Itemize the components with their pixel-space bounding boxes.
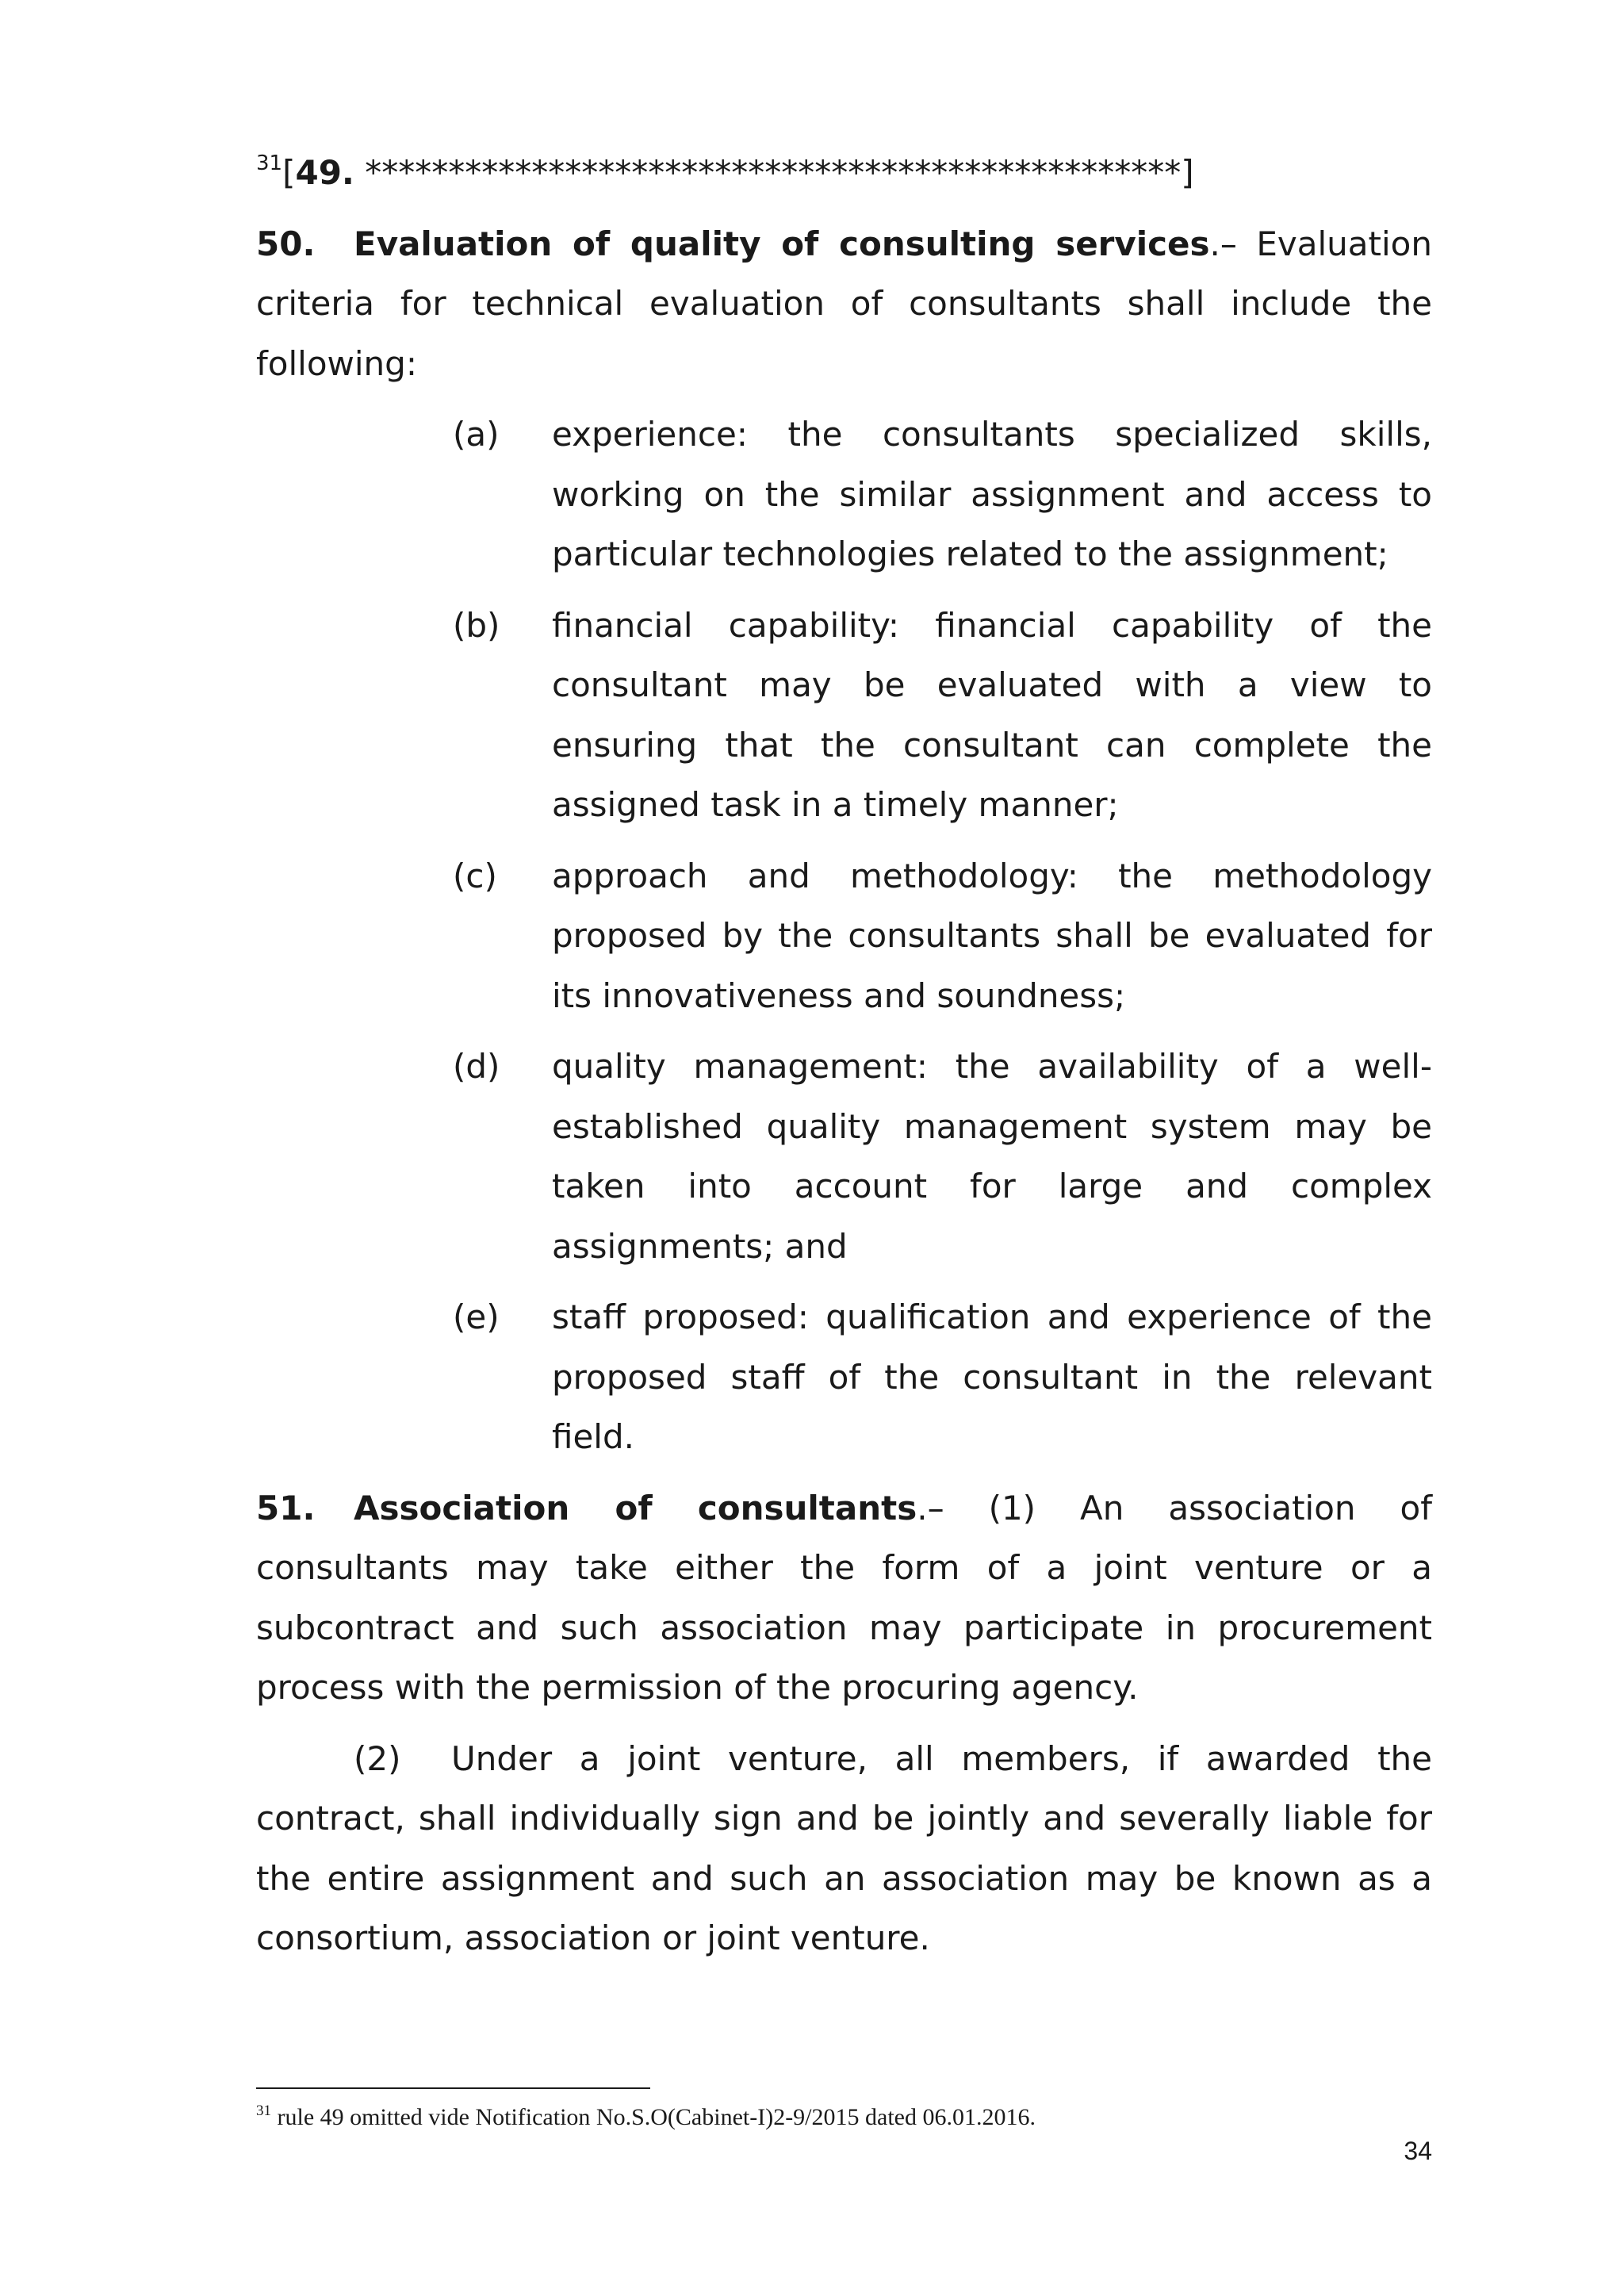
rule-51-subrule-1-text: (1) An association of consultants may take either the form of a joint venture or a subcontract and such association may participate in procurement process with the permission of the procuring agency.: [256, 1488, 1432, 1707]
list-item-label: (d): [453, 1047, 500, 1086]
footnote: [256, 2103, 1432, 2132]
rule-50-heading-suffix: .–: [1209, 224, 1237, 263]
footnote-number: 31: [256, 2102, 271, 2119]
list-item-text: approach and methodology: the methodology proposed by the consultants shall be evaluated for its innovativeness and soundness;: [552, 856, 1432, 1015]
subrule-2-label: (2): [354, 1738, 401, 1778]
rule-49-stars: *************************************************: [354, 153, 1182, 192]
footnote-text: rule 49 omitted vide Notification No.S.O(Cabinet-I)2-9/2015 dated 06.01.2016.: [271, 2104, 1036, 2130]
list-item: [256, 1287, 1432, 1467]
rule-49-omitted: [256, 143, 1432, 203]
footnote-reference[interactable]: 31: [256, 151, 283, 175]
list-item-text: financial capability: financial capability of the consultant may be evaluated with a view to ensuring that the consultant can complete the assigned task in a timely manner;: [552, 605, 1432, 824]
close-bracket: ]: [1181, 153, 1194, 192]
rule-51-number: 51.: [256, 1488, 316, 1527]
rule-50-heading: Evaluation of quality of consulting services: [354, 224, 1210, 263]
document-page: [256, 143, 1432, 1968]
rule-51-subrule-1: [256, 1478, 1432, 1718]
list-item-label: (a): [453, 415, 500, 454]
rule-51-heading-suffix: .–: [917, 1488, 944, 1527]
list-item: [256, 596, 1432, 835]
rule-51-heading: Association of consultants: [354, 1488, 917, 1527]
footnote-separator: [256, 2087, 650, 2089]
list-item: [256, 404, 1432, 585]
list-item-label: (e): [453, 1297, 500, 1336]
rule-51-subrule-2-text: Under a joint venture, all members, if awarded the contract, shall individually sign and be jointly and severally liable for the entire assignment and such an association may be known as a consortium, association or joint venture.: [256, 1738, 1432, 1957]
list-item-label: (b): [453, 605, 500, 645]
rule-50-number: 50.: [256, 224, 316, 263]
page-number: 34: [1404, 2137, 1432, 2165]
list-item-text: quality management: the availability of a well-established quality management system may be taken into account for large and complex assignments; and: [552, 1047, 1432, 1266]
rule-50-intro-text: Evaluation criteria for technical evaluation of consultants shall include the following:: [256, 224, 1432, 383]
rule-50-intro: [256, 214, 1432, 394]
rule-49-number: 49.: [295, 153, 354, 192]
list-item-text: experience: the consultants specialized skills, working on the similar assignment and access to particular technologies related to the assignment;: [552, 415, 1432, 573]
list-item: [256, 1037, 1432, 1276]
list-item-label: (c): [453, 856, 497, 895]
list-item: [256, 846, 1432, 1026]
list-item-text: staff proposed: qualification and experience of the proposed staff of the consultant in the relevant field.: [552, 1297, 1432, 1456]
open-bracket: [: [282, 153, 296, 192]
evaluation-criteria-list: [256, 404, 1432, 1467]
rule-51-subrule-2: [256, 1729, 1432, 1968]
